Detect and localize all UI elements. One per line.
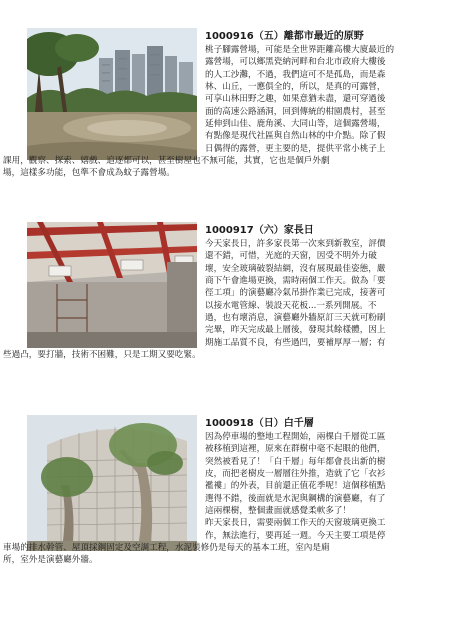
campsite-photo — [27, 28, 197, 160]
text-line: 壞，安全玻璃破裂結網，沒有展現最佳姿態，嚴 — [205, 263, 386, 274]
text-line: 皮，而把老樹皮一層層往外推，造就了它「衣衫 — [205, 469, 386, 480]
entry-heading: 1000916（五）離都市最近的原野 — [205, 31, 364, 42]
text-line: 日偶得的露營，更主要的是，提供平常小桃子上 — [205, 143, 386, 154]
text-line: 延伸到山佳、鹿角溪、大同山等，這個露營場， — [205, 119, 386, 130]
text-line: 露營場，可以鄉黑瓷納河畔和台北市政府大樓後 — [205, 57, 386, 68]
text-line: 突然被看見了！「白千層」每年都會長出新的樹 — [205, 456, 386, 467]
text-line: 昨天家長日，需要兩個工作天的天窗玻璃更換工 — [205, 518, 386, 529]
auditorium-interior-photo — [27, 222, 197, 348]
text-line: 以接水電管線、裝設天花板...一系列開展。不 — [205, 300, 377, 311]
text-line: 被移植到這裡，原來在群樹中毫不起眼的他們， — [205, 444, 386, 455]
entry-body-full — [3, 155, 330, 180]
text-line: 期施工品質不良，有些過凹，要補厚厚一層；有 — [205, 337, 386, 348]
entry-heading: 1000917（六）家長日 — [205, 225, 314, 236]
text-line: 可享山林田野之趣，如果意猶未盡，還可穿過後 — [205, 94, 386, 105]
entry-body-side — [205, 431, 385, 542]
text-line: 徑工項」的演藝廳冷氣吊掛作業已完成，接著可 — [205, 288, 386, 299]
entry-body-side — [205, 238, 385, 349]
entry-heading: 1000918（日）白千層 — [205, 418, 314, 429]
text-line: 車場的排水幹管、屋頂採鋼固定及空調工程，水泥裝修仍是每天的基本工班，室內是廁 — [3, 543, 330, 553]
text-line: 今天家長日，許多家長第一次來到新教室，評價 — [205, 239, 386, 249]
text-line: 場，這樣多功能，包準不會成為蚊子露營場。 — [3, 168, 175, 179]
text-line: 選得不錯，後面就是水泥與鋼構的演藝廳，有了 — [205, 493, 386, 504]
text-line: 作，無法進行，要再延一週。今天主要工項是停 — [205, 530, 386, 541]
paperbark-tree-photo — [27, 415, 197, 551]
text-line: 面的高速公路涵洞，回到傳統的柑園農村，甚至 — [205, 106, 386, 117]
text-line: 商下午會進場更換，需時兩個工作天。做為「要 — [205, 276, 386, 287]
text-line: 襤褸」的外表，目前還正值花季呢！這個移植點 — [205, 481, 386, 492]
entry-body-full — [3, 349, 201, 361]
text-line: 的人工沙灘，不過，我們這可不是孤島，而是森 — [205, 69, 386, 80]
text-line: 些過凸，要打牆，技術不困難，只是工期又要吃緊。 — [3, 350, 201, 360]
entry-body-side — [205, 44, 394, 155]
text-line: 林、山丘，一應俱全的，所以，是真的可露營， — [205, 82, 386, 93]
text-line: 所，室外是演藝廳外牆。 — [3, 555, 98, 566]
text-line: 有點像是現代社區與自然山林的中介點。除了假 — [205, 131, 386, 142]
text-line: 桃子腳露營場，可能是全世界距離高樓大廈最近的 — [205, 45, 395, 55]
text-line: 課用，觀察、探索、嬉戲、追逐都可以，甚至樹屋也不無可能，其實，它也是個戶外劇 — [3, 156, 330, 166]
entry-body-full — [3, 542, 330, 567]
text-line: 完畢，昨天完成最上層後，發現其餘樣體，因上 — [205, 325, 386, 336]
text-line: 這兩棵樹，整個畫面就感覺柔軟多了！ — [205, 506, 352, 517]
text-line: 過，也有壞消息，演藝廳外牆原訂三天就可粉刷 — [205, 313, 386, 324]
text-line: 因為停車場的整地工程開始，兩棵白千層從工區 — [205, 432, 386, 442]
text-line: 還不錯，可惜，光庭的天窗，因受不明外力破 — [205, 251, 377, 262]
